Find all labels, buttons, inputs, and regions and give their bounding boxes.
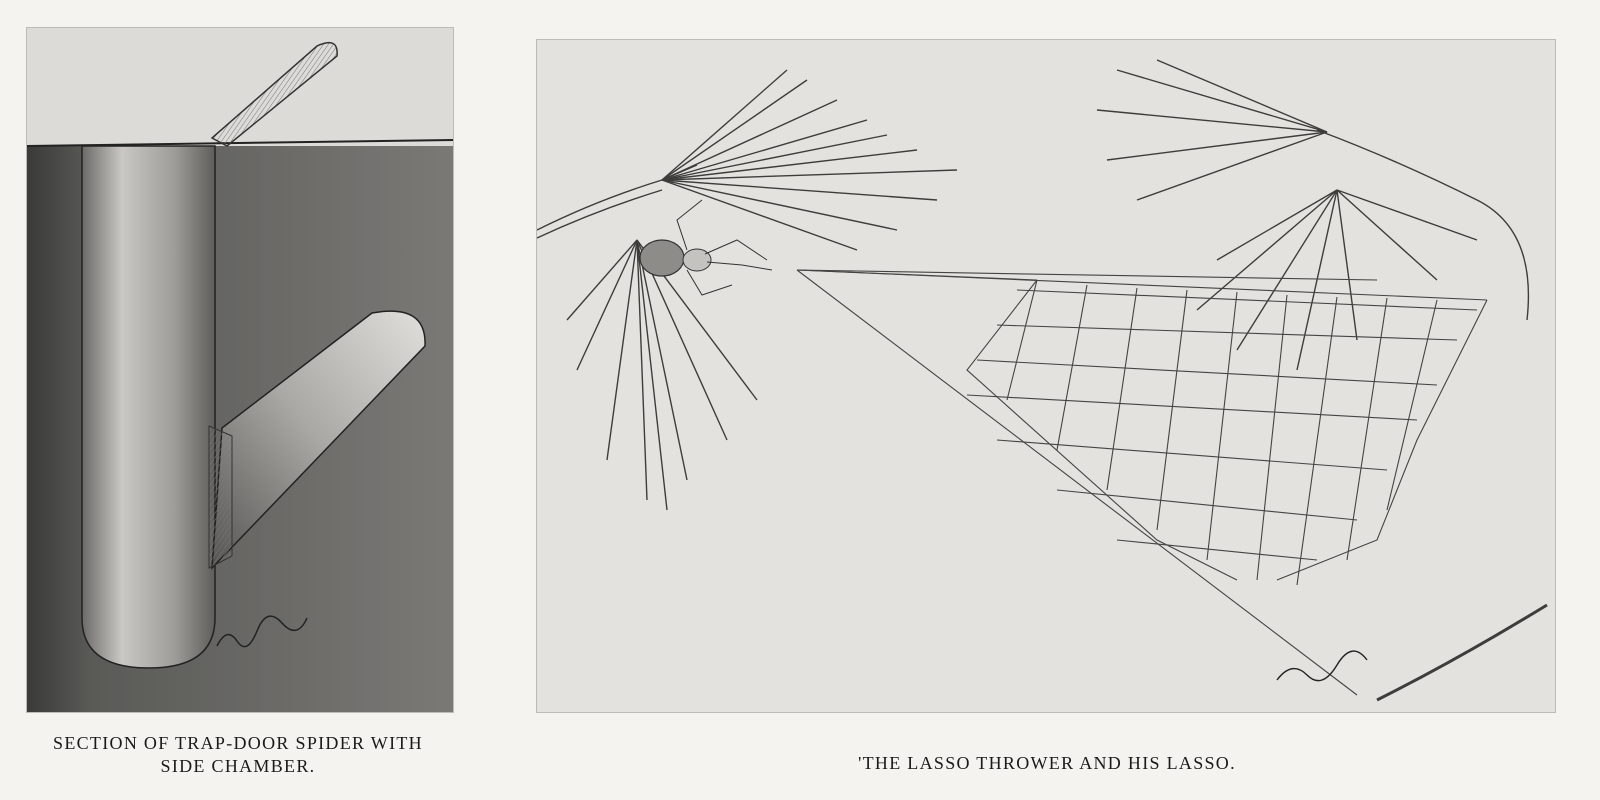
spider-figure (640, 200, 772, 295)
caption-line-1: SECTION OF TRAP-DOOR SPIDER WITH (53, 733, 423, 753)
caption-line-2: SIDE CHAMBER. (160, 756, 316, 776)
figure-caption-lasso: 'THE LASSO THROWER AND HIS LASSO. (858, 753, 1236, 773)
trap-door-burrow-illustration (27, 28, 453, 712)
figure-caption-trap-door (12, 732, 464, 778)
lasso-spider-illustration (537, 40, 1555, 712)
